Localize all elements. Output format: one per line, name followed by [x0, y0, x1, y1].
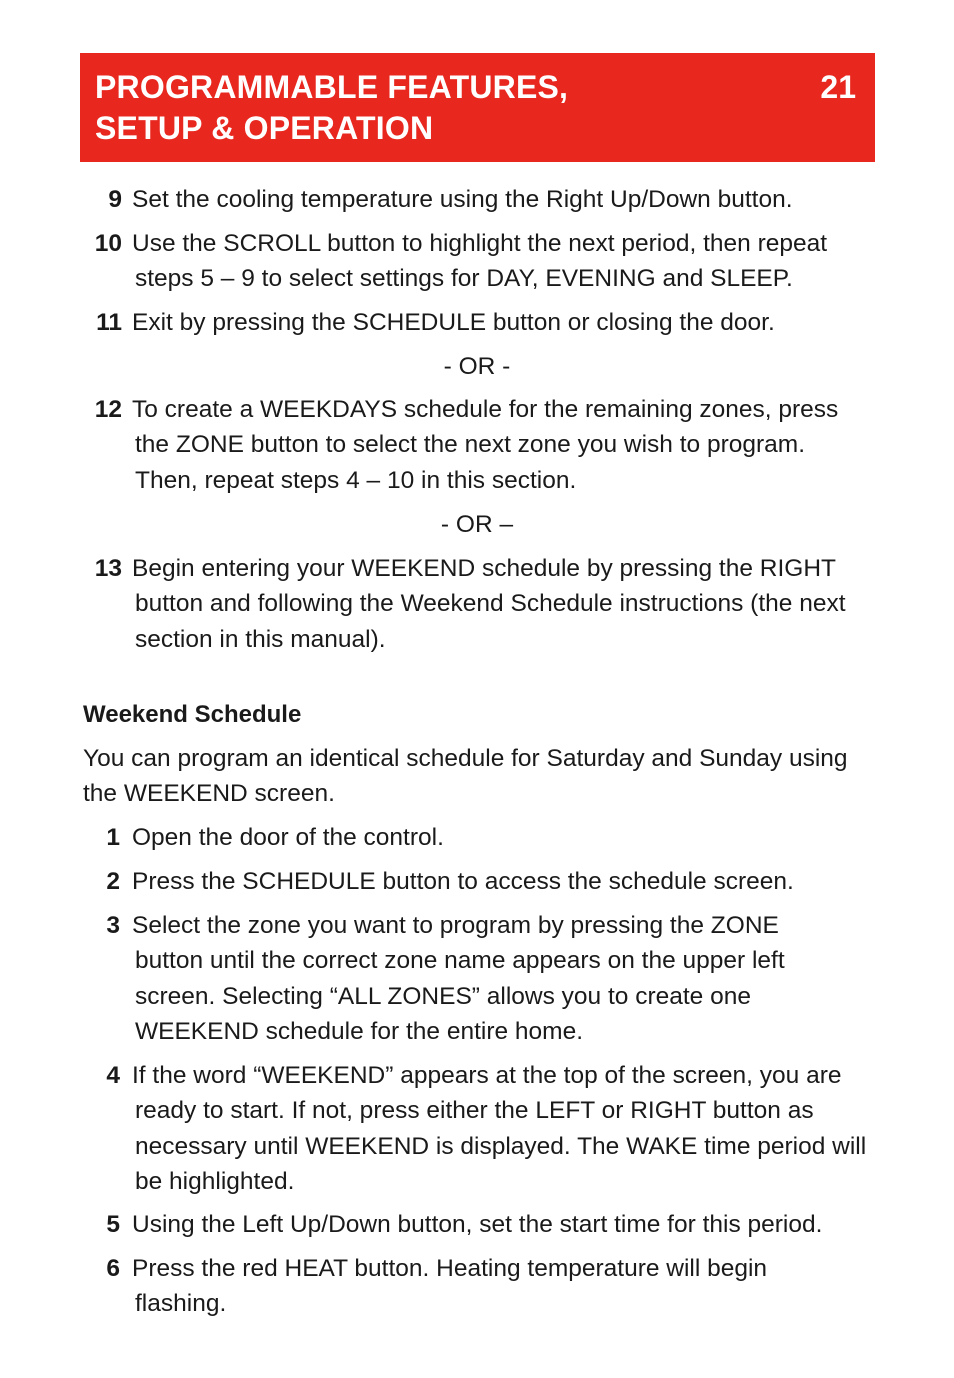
step-number: 9: [108, 186, 122, 213]
step-text: Begin entering your WEEKEND schedule by pressing the RIGHT button and following the Weekend Schedule instructions (the next section in this manual).: [132, 555, 846, 653]
step-number: 13: [94, 555, 122, 582]
step-text: If the word “WEEKEND” appears at the top of the screen, you are ready to start. If not, press either the LEFT or RIGHT button as necessary until WEEKEND is displayed. The WAKE time period will be highlighted.: [132, 1062, 867, 1195]
step-text: Set the cooling temperature using the Right Up/Down button.: [132, 186, 793, 213]
step-number: 12: [94, 396, 122, 423]
weekend-intro: You can program an identical schedule for Saturday and Sunday using the WEEKEND screen.: [83, 745, 848, 808]
step-text: Press the SCHEDULE button to access the schedule screen.: [132, 868, 794, 895]
section-title-line-1: PROGRAMMABLE FEATURES,: [95, 69, 569, 105]
step-text: Using the Left Up/Down button, set the start time for this period.: [132, 1211, 823, 1238]
step-text: Exit by pressing the SCHEDULE button or closing the door.: [132, 309, 775, 336]
page-number: 21: [820, 69, 856, 105]
step-number: 10: [94, 230, 122, 257]
step-number: 1: [106, 824, 120, 851]
page-header: [80, 53, 875, 162]
step-number: 2: [106, 868, 120, 895]
section-title: [95, 67, 568, 149]
step-number: 3: [106, 912, 120, 939]
step-number: 4: [106, 1062, 120, 1089]
step-number: 6: [106, 1255, 120, 1282]
or-separator: - OR –: [440, 511, 514, 538]
or-separator: - OR -: [443, 353, 511, 380]
step-text: Use the SCROLL button to highlight the next period, then repeat steps 5 – 9 to select settings for DAY, EVENING and SLEEP.: [132, 230, 828, 293]
step-text: To create a WEEKDAYS schedule for the remaining zones, press the ZONE button to select the next zone you wish to program. Then, repeat steps 4 – 10 in this section.: [132, 396, 839, 494]
weekend-schedule-heading: Weekend Schedule: [83, 701, 302, 728]
section-title-line-2: SETUP & OPERATION: [95, 110, 434, 146]
step-number: 5: [106, 1211, 120, 1238]
step-number: 11: [96, 309, 122, 336]
step-text: Select the zone you want to program by pressing the ZONE button until the correct zone name appears on the upper left screen. Selecting “ALL ZONES” allows you to create one WEEKEND schedule for the entire home.: [132, 912, 785, 1045]
step-text: Open the door of the control.: [132, 824, 444, 851]
step-text: Press the red HEAT button. Heating temperature will begin flashing.: [132, 1255, 768, 1318]
